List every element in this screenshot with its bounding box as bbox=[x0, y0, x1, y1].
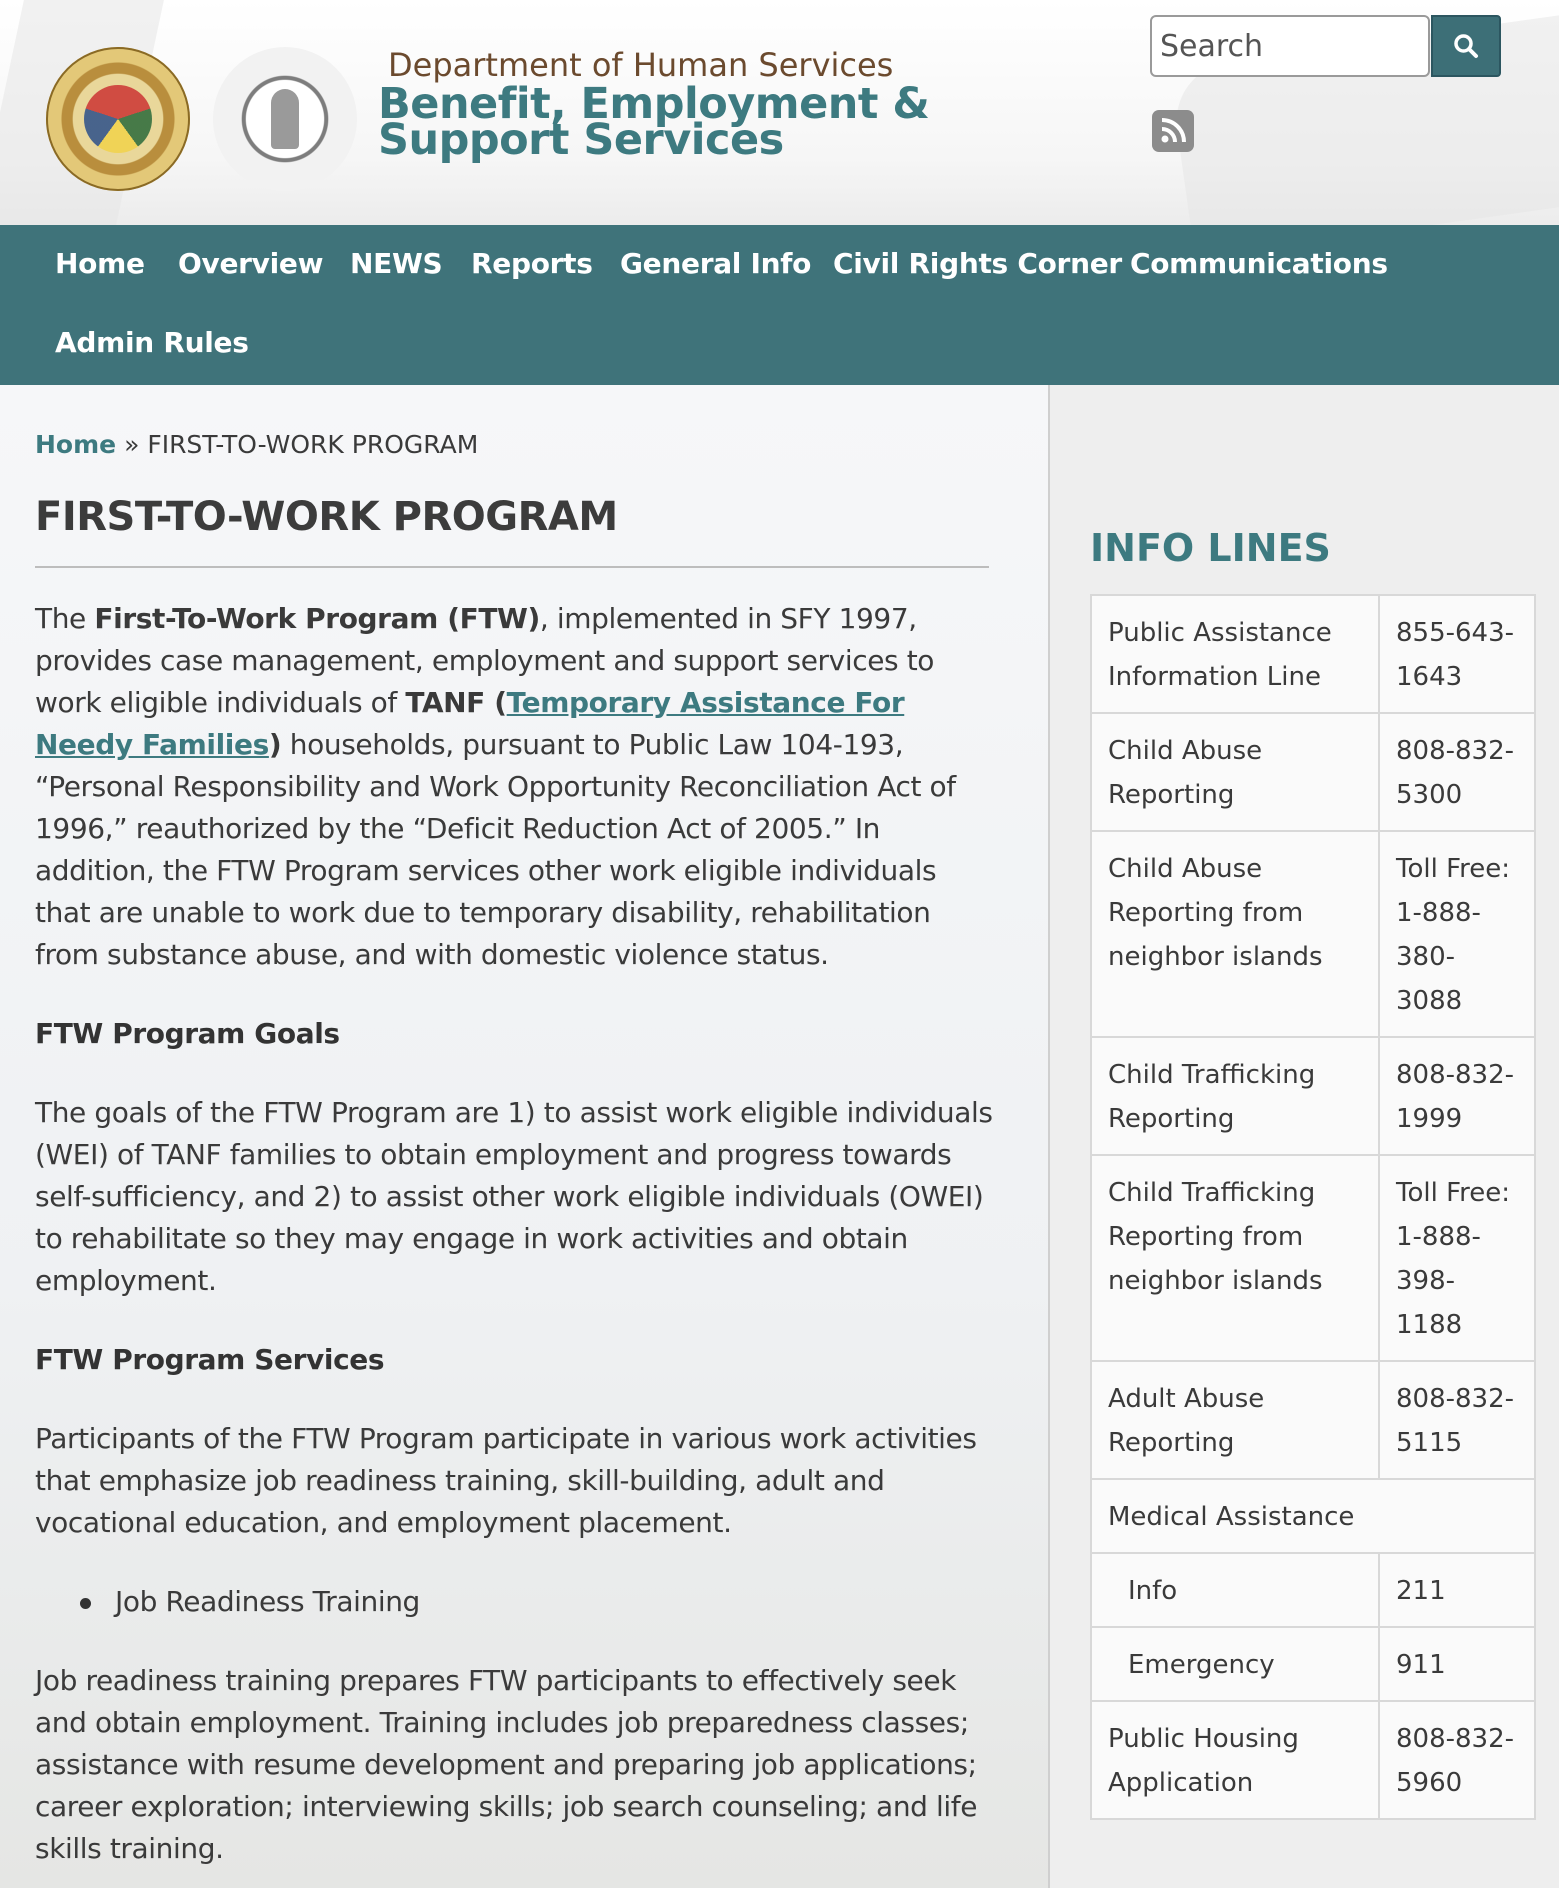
intro-text-end: households, pursuant to Public Law 104-193, “Personal Responsibility and Work Opportunity Reconciliation Act of 1996,” reauthorized by the “Deficit Reduction Act of 2005.” In addition, the FTW Program services other work eligible individuals that are unable to work due to temporary disability, rehabilitation from substance abuse, and with domestic violence status. bbox=[35, 728, 956, 971]
ftw-program-name: First-To-Work Program (FTW) bbox=[94, 602, 540, 635]
nav-admin-rules[interactable]: Admin Rules bbox=[55, 326, 249, 359]
services-heading: FTW Program Services bbox=[35, 1343, 385, 1376]
rss-icon bbox=[1158, 116, 1188, 146]
intro-paragraph bbox=[35, 598, 995, 976]
state-of-hawaii-seal[interactable] bbox=[46, 47, 190, 191]
info-line-number: 808-832-5960 bbox=[1379, 1701, 1535, 1819]
info-line-name: Child Trafficking Reporting bbox=[1091, 1037, 1379, 1155]
tanf-link[interactable]: Temporary Assistance For Needy Families bbox=[35, 686, 905, 761]
site-header bbox=[0, 0, 1559, 225]
info-lines-title: INFO LINES bbox=[1090, 526, 1331, 570]
breadcrumb-separator: » bbox=[124, 430, 140, 459]
site-title[interactable]: Benefit, Employment & Support Services bbox=[378, 79, 930, 165]
info-line-name: Info bbox=[1091, 1553, 1379, 1627]
info-line-section-header: Medical Assistance bbox=[1091, 1479, 1535, 1553]
department-name: Department of Human Services bbox=[388, 46, 894, 84]
info-lines-table bbox=[1090, 594, 1536, 1820]
info-line-number: 808-832-1999 bbox=[1379, 1037, 1535, 1155]
info-line-name: Public Housing Application bbox=[1091, 1701, 1379, 1819]
intro-text-middle: , implemented in SFY 1997, provides case management, employment and support services to work eligible individuals of bbox=[35, 602, 935, 719]
job-readiness-paragraph: Job readiness training prepares FTW participants to effectively seek and obtain employment. Training includes job preparedness classes; assistance with resume development and preparing job applications; career exploration; interviewing skills; job search counseling; and life skills training. bbox=[35, 1664, 978, 1865]
info-line-name: Child Trafficking Reporting from neighbor islands bbox=[1091, 1155, 1379, 1361]
info-line-number: Toll Free: 1-888-380-3088 bbox=[1379, 831, 1535, 1037]
nav-civil-rights-corner[interactable]: Civil Rights Corner bbox=[833, 247, 1122, 280]
table-row bbox=[1091, 1361, 1535, 1479]
info-line-number: 808-832-5115 bbox=[1379, 1361, 1535, 1479]
breadcrumb-home-link[interactable]: Home bbox=[35, 430, 117, 459]
nav-communications[interactable]: Communications bbox=[1130, 247, 1388, 280]
nav-reports[interactable]: Reports bbox=[471, 247, 593, 280]
info-line-number: 911 bbox=[1379, 1627, 1535, 1701]
goals-paragraph: The goals of the FTW Program are 1) to assist work eligible individuals (WEI) of TANF families to obtain employment and progress towards self-sufficiency, and 2) to assist other work eligible individuals (OWEI) to rehabilitate so they may engage in work activities and obtain employment. bbox=[35, 1096, 993, 1297]
nav-home[interactable]: Home bbox=[55, 247, 145, 280]
search-button[interactable] bbox=[1431, 15, 1501, 77]
table-row bbox=[1091, 1627, 1535, 1701]
table-row bbox=[1091, 831, 1535, 1037]
page-title: FIRST-TO-WORK PROGRAM bbox=[35, 494, 618, 540]
nav-news[interactable]: NEWS bbox=[350, 247, 443, 280]
search-input[interactable] bbox=[1150, 15, 1430, 77]
table-row bbox=[1091, 1701, 1535, 1819]
intro-text-start: The bbox=[35, 602, 95, 635]
breadcrumb bbox=[35, 430, 478, 459]
main-navigation bbox=[0, 225, 1559, 385]
info-line-number: 211 bbox=[1379, 1553, 1535, 1627]
goals-heading: FTW Program Goals bbox=[35, 1017, 340, 1050]
list-item: Job Readiness Training bbox=[35, 1581, 995, 1623]
breadcrumb-current: FIRST-TO-WORK PROGRAM bbox=[147, 430, 479, 459]
services-paragraph: Participants of the FTW Program participate in various work activities that emphasize job readiness training, skill-building, adult and vocational education, and employment placement. bbox=[35, 1422, 977, 1539]
table-row bbox=[1091, 1155, 1535, 1361]
title-divider bbox=[35, 566, 989, 568]
info-line-name: Adult Abuse Reporting bbox=[1091, 1361, 1379, 1479]
services-list bbox=[35, 1581, 995, 1623]
info-line-name: Public Assistance Information Line bbox=[1091, 595, 1379, 713]
info-line-number: 808-832-5300 bbox=[1379, 713, 1535, 831]
nav-general-info[interactable]: General Info bbox=[620, 247, 812, 280]
table-row bbox=[1091, 1479, 1535, 1553]
tanf-abbrev: TANF ( bbox=[405, 686, 507, 719]
info-line-number: Toll Free: 1-888-398-1188 bbox=[1379, 1155, 1535, 1361]
info-line-name: Child Abuse Reporting from neighbor islands bbox=[1091, 831, 1379, 1037]
tanf-close-paren: ) bbox=[268, 728, 282, 761]
nav-overview[interactable]: Overview bbox=[178, 247, 324, 280]
table-row bbox=[1091, 1037, 1535, 1155]
search-icon bbox=[1453, 33, 1479, 59]
info-line-name: Emergency bbox=[1091, 1627, 1379, 1701]
table-row bbox=[1091, 595, 1535, 713]
info-line-name: Child Abuse Reporting bbox=[1091, 713, 1379, 831]
rss-feed-button[interactable] bbox=[1152, 110, 1194, 152]
info-line-number: 855-643-1643 bbox=[1379, 595, 1535, 713]
department-of-human-services-seal[interactable] bbox=[213, 47, 357, 191]
table-row bbox=[1091, 1553, 1535, 1627]
table-row bbox=[1091, 713, 1535, 831]
article-body bbox=[35, 598, 995, 1888]
